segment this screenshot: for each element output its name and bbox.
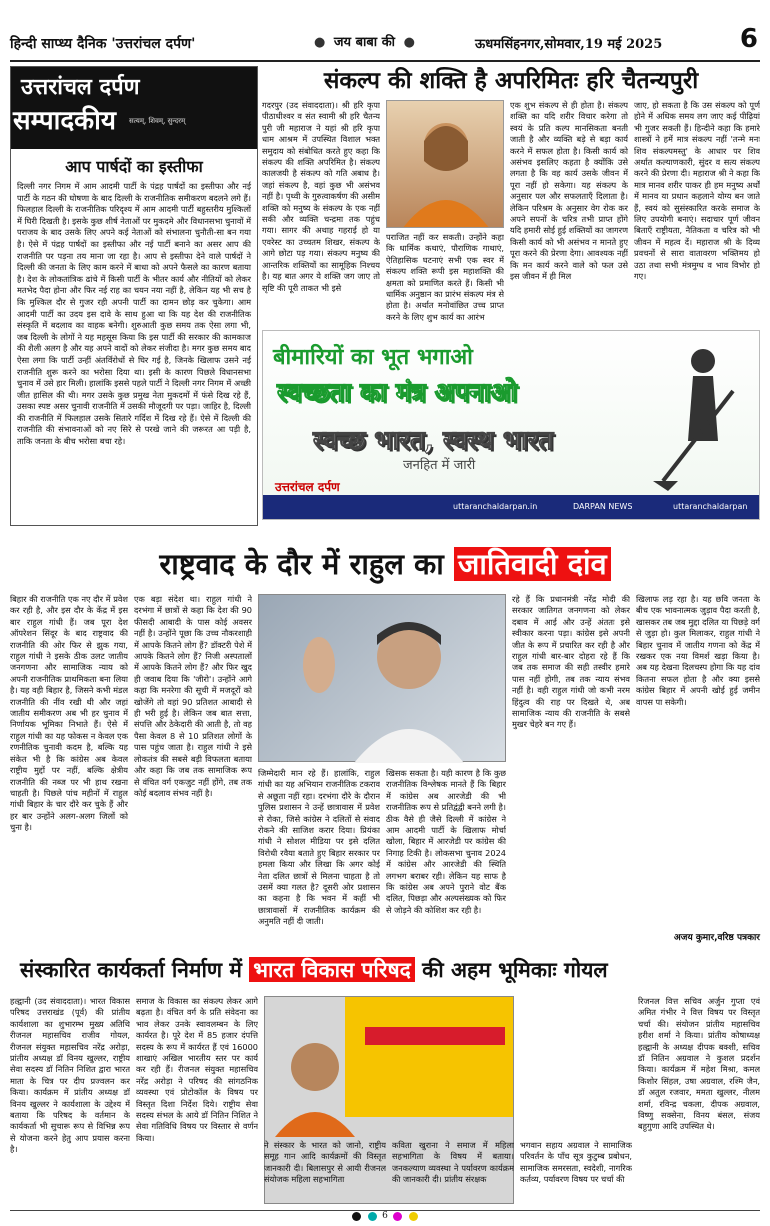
place-date: ऊधमसिंहनगर,सोमवार,19 मई 2025 bbox=[475, 37, 663, 52]
editorial-motto: सत्यम्, शिवम्, सुन्दरम् bbox=[129, 117, 186, 125]
article1-photo bbox=[386, 100, 504, 228]
article3-col6: रिजनल वित्त सचिव अर्जुन गुप्ता एवं अमित गंभीर ने वित्त विषय पर विस्तृत चर्चा की। संयोजन प्रांतीय महासचिव हरीश शर्मा ने किया। प्रांतीय कोषाध्यक्ष हल्द्वानी के अध्यक्ष दीपक बक्शी, सचिव डॉ नितिन अग्रवाल ने कुशल प्रदर्शन किया। कार्यक्रम में महेश मिश्रा, कमल किशोर सिंहल, उषा अग्रवाल, रश्मि जैन, डॉ अतुल रजवार, ममता खुल्लर, नीलम शर्मा, रविन्द्र चकला, दीपक अग्रवाल, विष्णु सक्सेना, विनय बंसल, संजय बहुगुणा आदि उपस्थित थे। bbox=[638, 996, 760, 1132]
article3-col5: भगवान सहाय अग्रवाल ने सामाजिक परिवर्तन के पाँच सूत्र कुटुम्ब प्रबोधन, सामाजिक समरसता, स्वदेशी, नागरिक कर्तव्य, पर्यावरण विषय पर चर्चा की bbox=[520, 1140, 632, 1185]
ad-brand: उत्तरांचल दर्पण bbox=[275, 480, 340, 494]
article2-col4: खिसक सकता है। यही कारण है कि कुछ राजनीतिक विश्लेषक मानते हैं कि बिहार में कांग्रेस अब आरजेडी की भी राजनीतिक रूप से प्रतिद्वंद्वी बनने लगी है। ठीक वैसे ही जैसे दिल्ली में कांग्रेस ने आम आदमी पार्टी के खिलाफ मोर्चा खोला, बिहार में आरजेडी पर कांग्रेस की निगाह टिकी है। लोकसभा चुनाव 2024 में कांग्रेस और आरजेडी की स्थिति लगभग बराबर रही। लेकिन यह साफ है कि कांग्रेस अब अपने पुराने वोट बैंक दलित, पिछड़ा और अल्पसंख्यक को फिर से जोड़ने की कोशिश कर रही है। bbox=[386, 768, 506, 915]
article1-col2: पराजित नहीं कर सकती। उन्होंने कहा कि धार्मिक कथाएं, पौराणिक गाथाएं, ऐतिहासिक घटनाएं सभी एक स्वर में संकल्प शक्ति रूपी इस महाशक्ति की क्षमता को प्रमाणित करते हैं। किसी भी धार्मिक अनुष्ठान का प्रारंभ संकल्प मंत्र से होता है। अर्थात मनोवांछित उच्च प्राप्त करने के लिए शुभ कार्य का आरंभ bbox=[386, 232, 504, 322]
article2-col3: जिम्मेदारी मान रहे हैं। हालांकि, राहुल गांधी का यह अभियान राजनीतिक टकराव से अछूता नहीं रहा। दरभंगा दौरे के दौरान पुलिस प्रशासन ने उन्हें छात्रावास में प्रवेश से रोका, जिसे कांग्रेस ने दलितों से संवाद रोकने की साजिश करार दिया। प्रियंका गांधी ने सोशल मीडिया पर इसे दलित विरोधी रवैया बताते हुए बिहार सरकार पर हमला किया और लिखा कि अगर कोई नेता दलित छात्रों से मिलना चाहता है तो उसमें क्या गलत है? दूसरी ओर प्रशासन का कहना है कि भवन में कहीं भी छात्रावासों में राजनीतिक कार्यक्रम की अनुमति नहीं दी जाती। bbox=[258, 768, 380, 927]
article1-col3: एक शुभ संकल्प से ही होता है। संकल्प शक्ति का यदि शरीर विचार करेगा तो स्वयं के प्रति कल्प मानसिकता बनती जाती है और व्यक्ति बड़े से बड़ा कार्य करने में सफल होता है। किसी कार्य को असंभव इसलिए कहता है क्योंकि उसे लगता है कि वह कार्य उसके जीवन में पूरा नहीं हो सकेगा। यह संकल्प के अनुसार पल और सफलताएँ दिलाता है। लेकिन परिश्रम के अनुसार वेग रोक कर अपने सपनों के चरित्र तभी प्राप्त होंगे यदि हमारी सोई हुई शक्तियों का जागरण किसी कार्य को भी असंभव न मानते हुए पूरा करने की प्रेरणा देगा। आवश्यक नहीं कि मन कार्य करने वाले को फल उसे इस जीवन में ही मिल bbox=[510, 100, 628, 282]
article2-col2: एक बड़ा संदेश था। राहुल गांधी ने दरभंगा में छात्रों से कहा कि देश की 90 फीसदी आबादी के पास कोई अवसर नहीं है। उन्होंने पूछा कि उच्च नौकरशाही में आपके कितने लोग हैं? डॉक्टरी पेशे में आपके कितने लोग हैं? निजी अस्पतालों में आपके कितने लोग हैं? और फिर खुद ही जवाब दिया कि 'जीरो'। उन्होंने आगे कहा कि मनरेगा की सूची में मजदूरों को खोजेंगे तो वहां 90 प्रतिशत आबादी से ही भरी हुई है। लेकिन जब बात सत्ता, संपत्ति और ठेकेदारी की आती है, तो वह पैसा केवल 8 से 10 प्रतिशत लोगों के पास पहुंच जाता है। राहुल गांधी ने इसे लोकतंत्र की सबसे बड़ी विफलता बताया और कहा कि जब तक सामाजिक रूप से वंचित वर्ग एकजुट नहीं होंगे, तब तक कोई बदलाव संभव नहीं है। bbox=[134, 594, 252, 798]
ad-line2: स्वच्छता का मंत्र अपनाओ bbox=[277, 378, 518, 408]
editorial-title: आप पार्षदों का इस्तीफा bbox=[65, 157, 203, 176]
color-registration-icon bbox=[352, 1212, 361, 1221]
om-icon: ● bbox=[314, 35, 326, 50]
article1-col1: गदरपुर (उद संवाददाता)। श्री हरि कृपा पीठाधीश्वर व संत स्वामी श्री हरि चैतन्य पुरी जी महाराज ने यहां श्री हरि कृपा धाम आश्रम में उपस्थित विशाल भक्त समुदाय को संबोधित करते हुए कहा कि संकल्प की शक्ति अपरिमित है। संकल्प कालजयी है संकल्प को गति अबाध है। जहां संकल्प है, वहां कुछ भी असंभव नहीं है। पृथ्वी के गुरुत्वाकर्षण की असीम शक्ति को मनुष्य के संकल्प के एक नहीं सकी और व्यक्ति चन्द्रमा तक पहुंच गया। सागर की अथाह गहराई हो या एवरेस्ट का उच्चतम शिखर, संकल्प के आगे छोटा पड़ गया। संकल्प मनुष्य की आन्तरिक शक्तियों का सामूहिक निश्चय है। यह बात अगर ये शक्ति जग जाए तो सृष्टि की पूरी ताकत भी इसे bbox=[262, 100, 380, 293]
article2-headline-highlight: जातिवादी दांव bbox=[454, 547, 611, 581]
article1-headline: संकल्प की शक्ति है अपरिमितः हरि चैतन्यपुरी bbox=[323, 67, 699, 94]
article2-col6: खिलाफ लड़ रहा है। यह छवि जनता के बीच एक भावनात्मक जुड़ाव पैदा करती है, खासकर तब जब मुद्दा दलित या पिछड़े वर्ग से जुड़ा हो। कुल मिलाकर, राहुल गांधी ने बिहार चुनाव में जातीय गणना को केंद्र में रखकर एक नया विमर्श खड़ा किया है। अब यह देखना दिलचस्प होगा कि यह दांव कितना सफल होता है और क्या इससे कांग्रेस बिहार में अपनी खोई हुई जमीन वापस पा सकेगी। bbox=[636, 594, 760, 707]
article2-col1: बिहार की राजनीति एक नए दौर में प्रवेश कर रही है, और इस दौर के केंद्र में इस बार राहुल गांधी हैं। जब पूरा देश ऑपरेशन सिंदूर के बाद राष्ट्रवाद की राजनीति की ओर फिर से झुक गया, राहुल गांधी ने इसके ठीक उलट जातीय जनगणना और सामाजिक न्याय को अपनी राजनीतिक प्राथमिकता बना लिया है। यह वही बिहार है, जिसने कभी मंडल राजनीति की नींव रखी थी और जहां जातीय समीकरण अब भी हर चुनाव में निर्णायक भूमिका निभाते हैं। ऐसे में राहुल गांधी का यह फोकस न केवल एक रणनीतिक चुनावी कदम है, बल्कि यह संकेत भी है कि कांग्रेस अब केवल राष्ट्रीय मुद्दों पर नहीं, बल्कि क्षेत्रीय राजनीति की नब्ज पर भी हाथ रखना चाहती है। पिछले पांच महीनों में राहुल गांधी बिहार के चार दौरे कर चुके हैं और हर बार उन्होंने अलग-अलग जिलों को चुना है। bbox=[10, 594, 128, 833]
article3-headline bbox=[10, 950, 760, 990]
om-icon: ● bbox=[403, 35, 415, 50]
ad-social-bar bbox=[263, 495, 759, 519]
editorial-section: सम्पादकीय bbox=[13, 106, 116, 136]
ad-line4: जनहित में जारी bbox=[403, 458, 476, 473]
editorial-brand bbox=[11, 67, 257, 149]
slogan: जय बाबा की bbox=[333, 35, 396, 50]
color-registration-icon bbox=[409, 1212, 418, 1221]
masthead: हिन्दी साप्ध्य दैनिक 'उत्तरांचल दर्पण' bbox=[10, 36, 196, 52]
article3-col2: समाज के विकास का संकल्प लेकर आगे बढ़ता है। वंचित वर्ग के प्रति संवेदना का भाव लेकर उनके स्वावलम्बन के लिए कार्यरत है। पूरे देश में 85 हजार दंपत्ति सदस्य के रूप में कार्यरत हैं एवं 16000 शाखाएं अखिल भारतीय स्तर पर कार्य कर रही हैं। रीजनल संयुक्त महासचिव नरेंद्र अरोड़ा ने परिषद की सांगठनिक व्यवस्था एवं प्रोटोकॉल के विषय पर विस्तृत दिशा निर्देश दिये। राष्ट्रीय सेवा सदस्य संभल के आये डॉ नितिन निशित ने सेवा गतिविधि विषय पर विस्तार से वर्णन किया। bbox=[136, 996, 258, 1143]
article1-body bbox=[262, 100, 760, 330]
article2-headline bbox=[10, 538, 760, 590]
facebook-link[interactable]: DARPAN NEWS bbox=[573, 502, 633, 511]
page-footer bbox=[10, 1210, 760, 1222]
editorial-box bbox=[10, 66, 258, 526]
article2-photo bbox=[258, 594, 506, 762]
website-link[interactable]: uttaranchaldarpan.in bbox=[453, 502, 538, 511]
article3-headline-pre: संस्कारित कार्यकर्ता निर्माण में bbox=[20, 957, 242, 982]
page-header bbox=[10, 6, 760, 62]
slogan-block bbox=[310, 32, 419, 50]
article3-col4: कविता खुराना ने समाज में महिला सहभागिता के विषय में बताया। जनकल्याण व्यवस्था ने पर्यावरण कार्यक्रम की जानकारी दी। प्रांतीय संरक्षक bbox=[392, 1140, 514, 1185]
article2-byline: अजय कुमार,वरिष्ठ पत्रकार bbox=[673, 933, 760, 943]
article1-col4: जाए, हो सकता है कि उस संकल्प को पूर्ण होने में अधिक समय लग जाए कई पीढ़ियां भी गुजर सकती हैं। हिन्दीने कहा कि हमारे शास्त्रों ने हमें मात्र संकल्प नहीं 'तन्मे मनः शिव संकल्पमस्तु' के आधार पर शिव अर्थात कल्याणकारी, सुंदर व सत्य संकल्प करने की प्रेरणा दी। महाराज श्री ने कहा कि मात्र मानव शरीर पाकर ही हम मनुष्य अर्थों में मानव या प्रधान कहलाने योग्य बन जाते हैं, स्वयं को सुसंस्कारित करके समाज के लिए उपयोगी बनाएं। सदाचार पूर्ण जीवन बिताएँ राष्ट्रीयता, नैतिकता व चरित्र को भी जीवन में महत्व दें। महाराज श्री के दिव्य प्रवचनों से सारा वातावरण भक्तिमय हो उठा तथा सभी मंत्रमुग्ध व भाव विभोर हो गए। bbox=[634, 100, 760, 282]
article3-headline-highlight: भारत विकास परिषद bbox=[249, 957, 415, 982]
ad-line1: बीमारियों का भूत भगाओ bbox=[273, 344, 473, 370]
broom-figure-icon bbox=[643, 331, 753, 491]
footer-marker: 6 bbox=[382, 1211, 388, 1221]
color-registration-icon bbox=[393, 1212, 402, 1221]
article2-col5: रहे हैं कि प्रधानमंत्री नरेंद्र मोदी की सरकार जातिगत जनगणना को लेकर दबाव में आई और उन्हें अंततः इसे स्वीकार करना पड़ा। कांग्रेस इसे अपनी जीत के रूप में प्रचारित कर रही है और राहुल गांधी बार-बार दोहरा रहे हैं कि जब तक समाज की सही तस्वीर हमारे पास नहीं होगी, तब तक न्याय संभव नहीं है। वही राहुल गांधी जो कभी नरम हिंदुत्व की राह पर दिखते थे, अब सामाजिक न्याय की राजनीति के सबसे मुखर चेहरे बन गए हैं। bbox=[512, 594, 630, 730]
article3-headline-post: की अहम भूमिकाः गोयल bbox=[422, 957, 608, 982]
article2-headline-pre: राष्ट्रवाद के दौर में राहुल का bbox=[159, 547, 444, 581]
paper-name: उत्तरांचल दर्पण bbox=[21, 74, 140, 100]
page-number: 6 bbox=[739, 24, 758, 54]
ad-line3: स्वच्छ भारत, स्वस्थ भारत bbox=[313, 426, 554, 456]
article3-col1: हल्द्वानी (उद संवाददाता)। भारत विकास परिषद उत्तराखंड (पूर्व) की प्रांतीय कार्यशाला का शुभारम्भ मुख्य अतिथि रीजनल महासचिव राजीव गोयल, रीजनल संयुक्त महासचिव नरेंद्र अरोड़ा, प्रांतीय अध्यक्ष डॉ विनय खुल्लर, राष्ट्रीय सेवा सदस्य डॉ नितिन निशित द्वारा भारत माता के चित्र पर दीप प्रज्वलन कर किया। कार्यक्रम में प्रांतीय अध्यक्ष डॉ विनय खुल्लर ने कार्यशाला के उद्देश्य में बताया कि परिषद के वर्तमान के कार्यकर्ता भी सुचारू रूप से विभिन्न रूप से योजना करने हेतु आप प्रयास करना है। bbox=[10, 996, 130, 1155]
article3-col3: ने संस्कार के भारत को जानो, राष्ट्रीय समूह गान आदि कार्यक्रमों की विस्तृत जानकारी दी। बिलासपुर से आयी रीजनल संयोजक महिला सहभागिता bbox=[264, 1140, 386, 1185]
editorial-body: दिल्ली नगर निगम में आम आदमी पार्टी के पंद्रह पार्षदों का इस्तीफा और नई पार्टी के गठन की घोषणा के बाद दिल्ली के राजनीतिक समीकरण बदलने लगे हैं। फिलहाल दिल्ली के राजनीतिक परिदृश्य में आम आदमी पार्टी बहुस्तरीय मुश्किलों में घिरी दिखती है। इसके कुछ शीर्ष नेताओं पर मुकदमे और विधानसभा चुनावों में पराजय के बाद उसके लिए अपने कई नेताओं को संभालना चुनौती-सा बन गया है। ऐसे में पंद्रह पार्षदों का इस्तीफा और नई पार्टी बनाने का असर आप की राजनीति पर पड़ना तय माना जा रहा है। आप से इस्तीफा देने वाले पार्षदों ने दिल्ली की जनता के लिए काम करने में बाधा को अपने फैसले का कारण बताया है। देश के लोकतांत्रिक ढांचे में किसी पार्टी के भीतर कार्य और नीतियों को लेकर मतभेद पैदा होना और फिर नई राह का चयन नया नहीं है, लेकिन यह भी सच है कि मुश्किल दौर से गुजर रही अपनी पार्टी का दामन छोड़ कर चुकेगा। आम आदमी पार्टी का उदय इस दावे के साथ हुआ था कि यह देश की राजनीतिक संस्कृति में बदलाव का वाहक बनेगी। शुरुआती कुछ समय तक ऐसा लगा भी, जब दिल्ली के लोगों ने यह महसूस किया कि इस पार्टी की सरकार की कामकाज की शैली अलग है और यह अपने वादों को लेकर संजीदा है। मगर कुछ समय बाद ऐसा लगा कि पार्टी उन्हीं अंतर्विरोधों से घिर गई है, जिनके खिलाफ उसने नई राजनीति शुरू करने का भरोसा दिया था। इसी के कारण पिछले विधानसभा चुनाव में उसे हार मिली। हालांकि इससे पहले पार्टी ने दिल्ली नगर निगम में अच्छी जीत हासिल की थी। मगर उसके कुछ प्रमुख नेता मुकदमों में फंसे दिख रहे हैं, उसका स्पष्ट असर चुनावी राजनीति में उसकी मौजूदगी पर पड़ा। जाहिर है, दिल्ली की राजनीति में फिलहाल उसके सितारे गर्दिश में दिख रहे हैं। ऐसे में दिल्ली की राजनीति की संभावनाओं को नए सिरे से परखे जाने की जरूरत आ पड़ी है, ताकि जनता के बीच भरोसा बचा रहे। bbox=[17, 181, 251, 447]
cleanliness-ad bbox=[262, 330, 760, 520]
youtube-link[interactable]: uttaranchaldarpan bbox=[673, 502, 748, 511]
color-registration-icon bbox=[368, 1212, 377, 1221]
